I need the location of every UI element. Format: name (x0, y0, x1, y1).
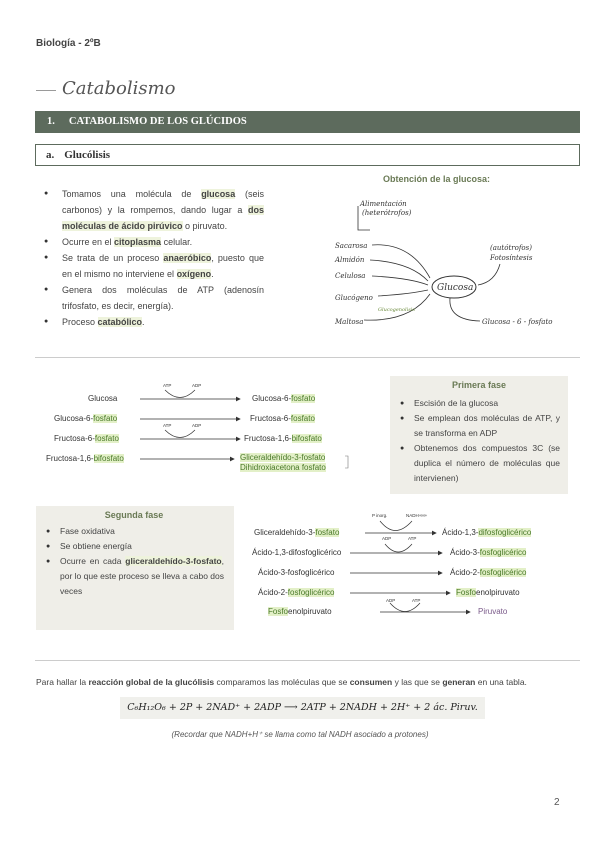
page-title: Catabolismo (62, 78, 176, 99)
cofactor-out: ADP (192, 383, 202, 388)
bullet-item: ● Se trata de un proceso anaeróbico, puesto que en el mismo no interviene el oxígeno. (44, 250, 264, 282)
cofactor-in: ATP (163, 423, 172, 428)
subsection-number: a. (46, 149, 55, 161)
cofactor-in: ADP (386, 598, 396, 603)
phase1-item: ● Escisión de la glucosa (398, 396, 560, 411)
global-equation: C₆H₁₂O₆ + 2P + 2NAD⁺ + 2ADP ⟶ 2ATP + 2NADH + 2H⁺ + 2 ác. Piruv. (120, 697, 485, 719)
reaction-product: Piruvato (478, 607, 508, 616)
phase1-item: ● Se emplean dos moléculas de ATP, y se transforma en ADP (398, 411, 560, 441)
reaction-substrate: Fosfoenolpiruvato (268, 607, 332, 616)
cofactor-out: ATP (412, 598, 421, 603)
subsection-label: Glucólisis (64, 149, 111, 161)
phase2-title: Segunda fase (104, 510, 164, 520)
label-glucogenolisis: Glucogenolisis (378, 307, 415, 313)
reaction-product: Ácido-3-fosfoglicérico (450, 548, 527, 557)
bullet-item: ● Proceso catabólico. (44, 314, 264, 330)
reaction-product: Fosfoenolpiruvato (456, 588, 520, 597)
cofactor-in: P inorg. (372, 513, 388, 518)
source-maltosa: Maltosa (335, 318, 364, 326)
reaction-product: Fructosa-1,6-bifosfato (244, 434, 322, 443)
reaction-substrate: Glucosa (88, 394, 118, 403)
label-glucosa: Glucosa (437, 283, 474, 293)
glucose-origin-title: Obtención de la glucosa: (383, 174, 491, 184)
label-fotosintesis: Fotosíntesis (490, 254, 533, 262)
label-glucosa-6-fosfato: Glucosa - 6 - fosfato (482, 318, 553, 326)
phase1-title: Primera fase (451, 380, 507, 390)
footnote: (Recordar que NADH+H⁺ se llama como tal NADH asociado a protones) (171, 730, 429, 739)
reaction-product: Ácido-1,3-difosfoglicérico (442, 528, 532, 537)
global-reaction-text: Para hallar la reacción global de la glucólisis comparamos las moléculas que se consumen y las que se generan en una tabla. (36, 677, 527, 687)
phase1-item: ● Obtenemos dos compuestos 3C (se duplica el número de moléculas que intervienen) (398, 441, 560, 486)
reaction-substrate: Fructosa-6-fosfato (54, 434, 119, 443)
page-number: 2 (554, 797, 560, 808)
label-alimentacion: Alimentación (360, 200, 407, 208)
label-autotrofos: (autótrofos) (490, 244, 532, 252)
phase2-box (36, 506, 234, 630)
source-glucogeno: Glucógeno (335, 294, 373, 302)
source-sacarosa: Sacarosa (335, 242, 368, 250)
phase2-item: ● Ocurre en cada gliceraldehído-3-fosfato, por lo que este proceso se lleva a cabo dos veces (44, 554, 224, 599)
bullet-item: ● Tomamos una molécula de glucosa (seis carbonos) y la rompemos, dando lugar a dos moléculas de ácido pirúvico o piruvato. (44, 186, 264, 234)
reaction-substrate: Glucosa-6-fosfato (54, 414, 118, 423)
bullet-item: ● Genera dos moléculas de ATP (adenosín trifosfato, es decir, energía). (44, 282, 264, 314)
divider (35, 660, 580, 661)
cofactor-in: ATP (163, 383, 172, 388)
reaction-product: Glucosa-6-fosfato (252, 394, 316, 403)
phase2-item: ● Se obtiene energía (44, 539, 224, 554)
cofactor-out: ATP (408, 536, 417, 541)
bullet-item: ● Ocurre en el citoplasma celular. (44, 234, 264, 250)
cofactor-out: NADH+H+ (406, 513, 428, 518)
reaction-product: Ácido-2-fosfoglicérico (450, 568, 527, 577)
reaction-substrate: Ácido-1,3-difosfoglicérico (252, 548, 342, 557)
reaction-product: Gliceraldehído-3-fosfato (240, 453, 326, 462)
header-course: Biología - 2ºB (36, 38, 101, 49)
source-celulosa: Celulosa (335, 272, 366, 280)
reaction-product: Dihidroxiacetona fosfato (240, 463, 326, 472)
phase1-box (390, 376, 568, 494)
label-heterotrofos: (heterótrofos) (362, 209, 412, 217)
phase2-item: ● Fase oxidativa (44, 524, 224, 539)
source-almidon: Almidón (335, 256, 365, 264)
reaction-substrate: Gliceraldehído-3-fosfato (254, 528, 340, 537)
reaction-substrate: Fructosa-1,6-bifosfato (46, 454, 124, 463)
section-number: 1. (47, 116, 55, 127)
reaction-substrate: Ácido-3-fosfoglicérico (258, 568, 335, 577)
section-label: CATABOLISMO DE LOS GLÚCIDOS (68, 116, 247, 127)
cofactor-in: ADP (382, 536, 392, 541)
reaction-substrate: Ácido-2-fosfoglicérico (258, 588, 335, 597)
reaction-product: Fructosa-6-fosfato (250, 414, 315, 423)
cofactor-out: ADP (192, 423, 202, 428)
